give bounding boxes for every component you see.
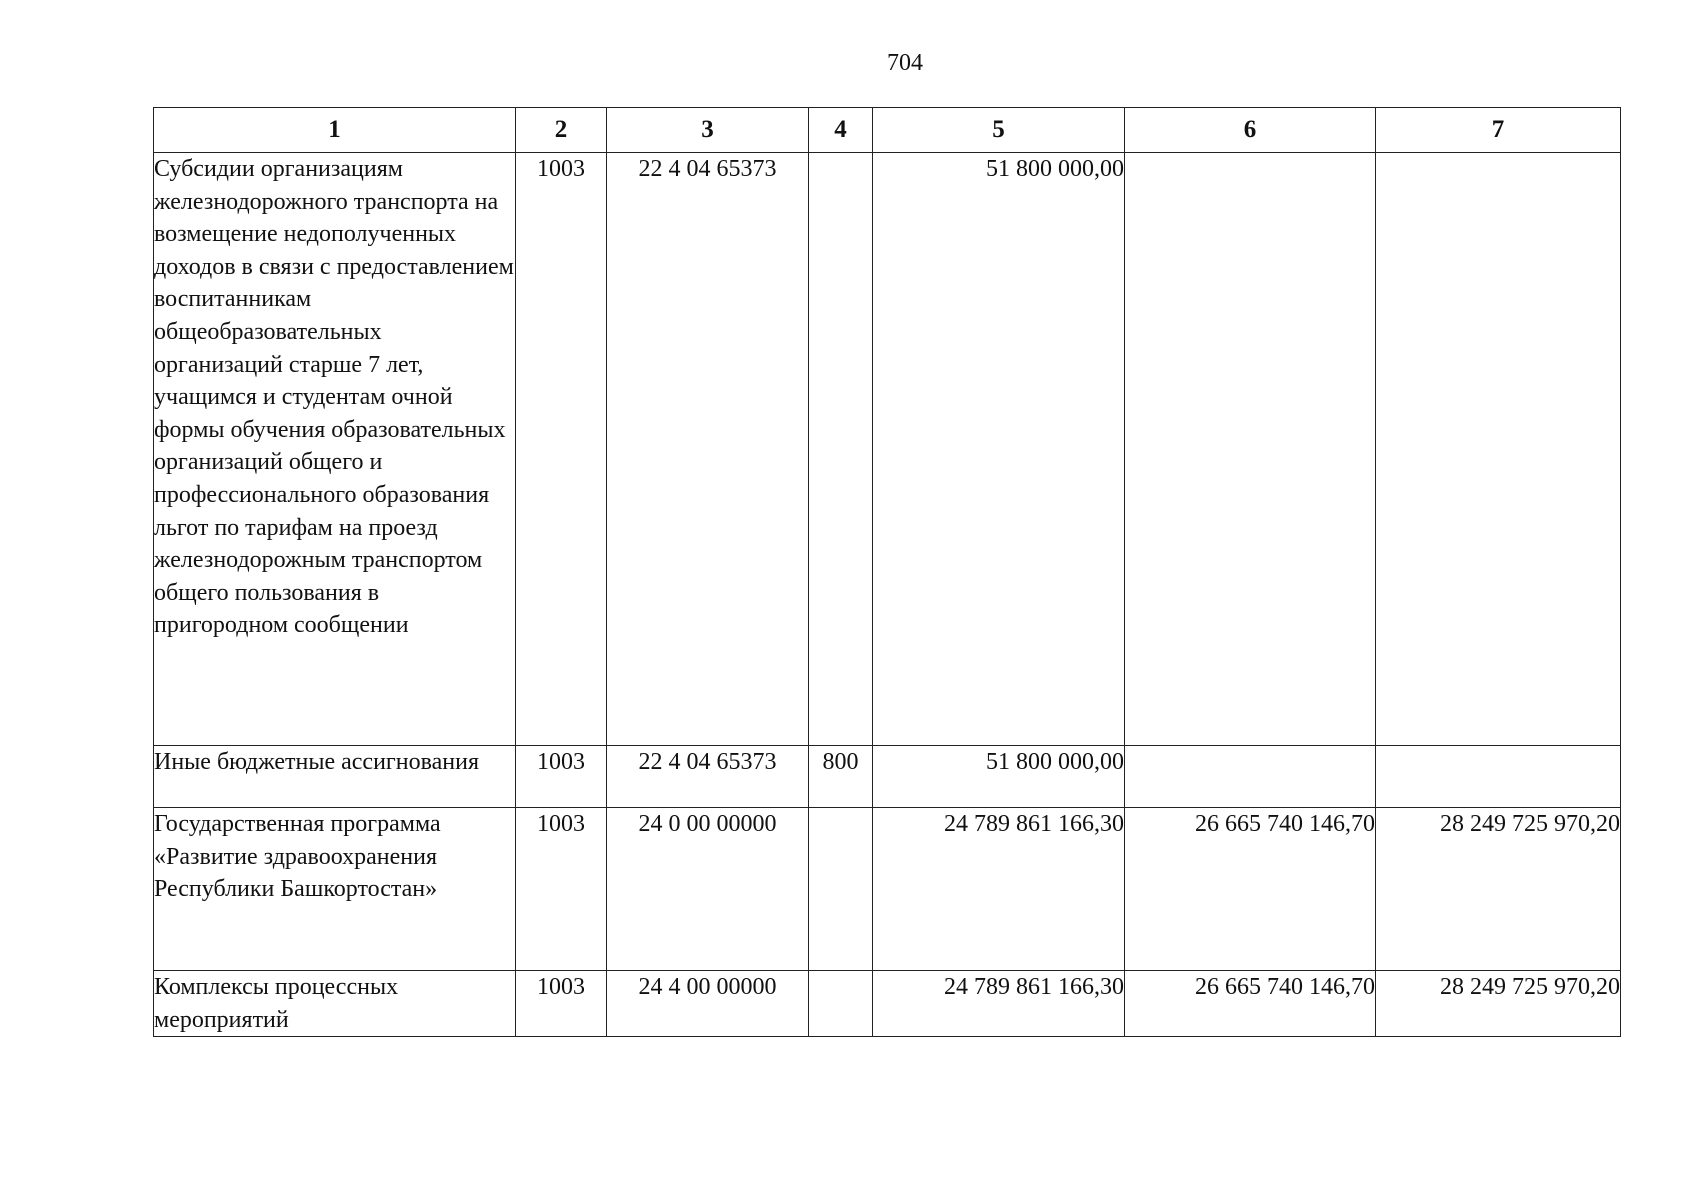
amount-year-2 (1125, 746, 1376, 808)
expense-type-code (809, 808, 873, 971)
row-name: Комплексы процессных мероприятий (154, 971, 516, 1037)
column-header: 5 (873, 108, 1125, 153)
amount-year-1: 51 800 000,00 (873, 746, 1125, 808)
budget-table (153, 107, 1621, 1037)
amount-year-3: 28 249 725 970,20 (1376, 971, 1621, 1037)
target-code: 24 4 00 00000 (607, 971, 809, 1037)
section-code: 1003 (516, 808, 607, 971)
amount-year-3 (1376, 153, 1621, 746)
amount-year-2: 26 665 740 146,70 (1125, 971, 1376, 1037)
target-code: 24 0 00 00000 (607, 808, 809, 971)
target-code: 22 4 04 65373 (607, 746, 809, 808)
page-number: 704 (887, 50, 923, 76)
amount-year-2 (1125, 153, 1376, 746)
column-header: 1 (154, 108, 516, 153)
header-row (154, 108, 1621, 153)
expense-type-code (809, 153, 873, 746)
amount-year-1: 24 789 861 166,30 (873, 808, 1125, 971)
table-row (154, 746, 1621, 808)
amount-year-1: 24 789 861 166,30 (873, 971, 1125, 1037)
amount-year-2: 26 665 740 146,70 (1125, 808, 1376, 971)
section-code: 1003 (516, 153, 607, 746)
table-row (154, 153, 1621, 746)
section-code: 1003 (516, 971, 607, 1037)
row-name: Субсидии организациям железнодорожного транспорта на возмещение недополученных доходов в связи с предоставлением воспитанникам общеобразовательных организаций старше 7 лет, учащимся и студентам очной формы обучения образовательных организаций общего и профессионального образования льгот по тарифам на проезд железнодорожным транспортом общего пользования в пригородном сообщении (154, 153, 516, 746)
column-header: 6 (1125, 108, 1376, 153)
table-row (154, 808, 1621, 971)
amount-year-3: 28 249 725 970,20 (1376, 808, 1621, 971)
table-row (154, 971, 1621, 1037)
target-code: 22 4 04 65373 (607, 153, 809, 746)
expense-type-code (809, 971, 873, 1037)
row-name: Иные бюджетные ассигнования (154, 746, 516, 808)
amount-year-3 (1376, 746, 1621, 808)
column-header: 4 (809, 108, 873, 153)
column-header: 2 (516, 108, 607, 153)
column-header: 3 (607, 108, 809, 153)
row-name: Государственная программа «Развитие здравоохранения Республики Башкортостан» (154, 808, 516, 971)
amount-year-1: 51 800 000,00 (873, 153, 1125, 746)
section-code: 1003 (516, 746, 607, 808)
expense-type-code: 800 (809, 746, 873, 808)
column-header: 7 (1376, 108, 1621, 153)
